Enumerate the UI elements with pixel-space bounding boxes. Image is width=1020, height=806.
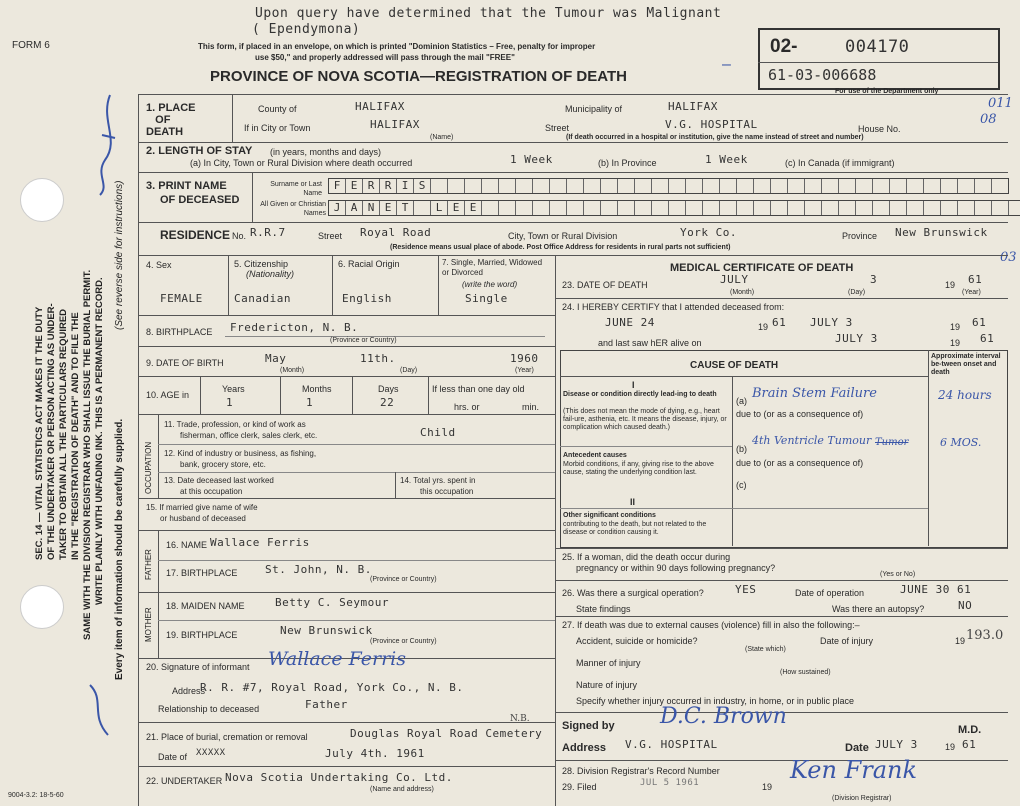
county-value: HALIFAX (355, 100, 405, 113)
citizenship-label: 5. Citizenship (234, 259, 289, 269)
place-label: 1. PLACE OF DEATH (146, 102, 196, 138)
undertaker-label: 22. UNDERTAKER (146, 776, 223, 786)
marital-value: Single (465, 292, 508, 305)
roman-one: I (632, 380, 635, 390)
form-title: PROVINCE OF NOVA SCOTIA—REGISTRATION OF DEATH (210, 68, 627, 85)
op-date-label: Date of operation (795, 588, 865, 598)
signoff-year-prefix: 19 (945, 742, 956, 752)
hospital-note: (If death occurred in a hospital or institution, give the name instead of street and number) (566, 134, 864, 141)
attend-to-year: 61 (972, 316, 987, 329)
form-number: FORM 6 (12, 40, 50, 51)
burial-date-struck: XXXXX (196, 748, 226, 758)
md-label: M.D. (958, 724, 982, 736)
city-value: HALIFAX (370, 118, 420, 131)
sec14-line6: WRITE PLAINLY WITH UNFADING INK. THIS IS A PERMANENT RECORD. (94, 277, 105, 605)
footer-code: 9004-3.2: 18-5-60 (8, 792, 64, 799)
residence-street-value: Royal Road (360, 226, 432, 239)
given-letter: L (431, 201, 448, 215)
lastsaw-year: 61 (980, 332, 995, 345)
death-date-label: 23. DATE OF DEATH (562, 280, 648, 290)
death-month-caption: (Month) (730, 289, 755, 296)
q29-label: 29. Filed (562, 782, 597, 792)
medical-title: MEDICAL CERTIFICATE OF DEATH (670, 262, 854, 274)
mother-bp-label: 19. BIRTHPLACE (166, 630, 238, 640)
citizenship-sub: (Nationality) (246, 269, 295, 279)
q27-label: 27. If death was due to external causes (violence) fill in also the following:– (562, 620, 860, 630)
sex-label: 4. Sex (146, 260, 172, 270)
birthplace-caption: (Province or Country) (330, 337, 397, 344)
age-months-value: 1 (306, 396, 314, 409)
signed-label: Signed by (562, 720, 615, 732)
house-label: House No. (858, 124, 901, 134)
racial-label: 6. Racial Origin (338, 259, 400, 269)
mother-maiden-label: 18. MAIDEN NAME (166, 601, 245, 611)
given-letter: J (329, 201, 346, 215)
reg-number: 004170 (845, 37, 910, 57)
cause-header: CAUSE OF DEATH (690, 360, 779, 371)
residence-label: RESIDENCE (160, 228, 231, 242)
street-label: Street (545, 123, 570, 133)
occ14-line2: this occupation (420, 487, 474, 496)
age-years-value: 1 (226, 396, 234, 409)
q26-value: YES (735, 583, 757, 596)
attend-from-year: 61 (772, 316, 787, 329)
undertaker-value: Nova Scotia Undertaking Co. Ltd. (225, 771, 453, 784)
dob-label: 9. DATE OF BIRTH (146, 358, 224, 368)
q28-label: 28. Division Registrar's Record Number (562, 766, 720, 776)
punch-hole-top (20, 178, 64, 222)
informant-address-value: R. R. #7, Royal Road, York Co., N. B. (200, 681, 464, 694)
age-min-label: min. (522, 402, 540, 412)
residence-no-label: No. (232, 231, 247, 241)
occ12-line1: 12. Kind of industry or business, as fishing, (164, 449, 317, 458)
interval-header: Approximate interval be-tween onset and death (931, 353, 1001, 376)
injury-date-label: Date of injury (820, 636, 874, 646)
birthplace-label: 8. BIRTHPLACE (146, 327, 213, 337)
municipality-label: Municipality of (565, 104, 623, 114)
informant-address-label: Address (172, 686, 206, 696)
corner-code-3: 03 (1000, 250, 1017, 265)
death-date-month: JULY (720, 273, 749, 286)
occupation-group-label: OCCUPATION (144, 441, 153, 494)
lastsaw-date: JULY 3 (835, 332, 878, 345)
burial-date-label: Date of (158, 752, 188, 762)
registrar-signature: Ken Frank (790, 756, 918, 784)
certify-label: 24. I HEREBY CERTIFY that I attended deceased from: (562, 302, 785, 312)
death-date-year: 61 (968, 273, 983, 286)
stay-a-label: (a) In City, Town or Rural Division where death occurred (190, 158, 413, 168)
accident-label: Accident, suicide or homicide? (576, 636, 698, 646)
disease-label: Disease or condition directly lead-ing to death (563, 391, 717, 398)
mail-text-1: This form, if placed in an envelope, on which is printed "Dominion Statistics – Free, penalty for improper (198, 42, 596, 51)
surname-letter: F (329, 179, 346, 193)
undertaker-caption: (Name and address) (370, 786, 434, 793)
birthplace-value: Fredericton, N. B. (230, 321, 359, 334)
given-letter: E (380, 201, 397, 215)
header-note-line2: ( Ependymona) (252, 22, 361, 37)
dob-day-caption: (Day) (400, 367, 418, 374)
marital-sub: (write the word) (462, 280, 518, 289)
signoff-address-label: Address (562, 742, 607, 754)
occ15-line2: or husband of deceased (160, 514, 246, 523)
state-which: (State which) (745, 646, 786, 653)
cause-a-label: (a) (736, 396, 747, 406)
signoff-date-label: Date (845, 742, 869, 754)
mother-bp-value: New Brunswick (280, 624, 373, 637)
stay-c-label: (c) In Canada (if immigrant) (785, 158, 895, 168)
due-to-2: due to (or as a consequence of) (736, 458, 864, 468)
occ11-line1: 11. Trade, profession, or kind of work as (164, 420, 306, 429)
sec14-line5: SAME WITH THE DIVISION REGISTRAR WHO SHALL ISSUE THE BURIAL PERMIT. (82, 269, 93, 640)
occ13-line1: 13. Date deceased last worked (164, 476, 274, 485)
death-date-year-prefix: 19 (945, 280, 956, 290)
burial-nb-note: N.B. (510, 714, 530, 724)
given-letter: A (346, 201, 363, 215)
citizenship-value: Canadian (234, 292, 291, 305)
cause-b-value: 4th Ventricle Tumour (752, 434, 872, 447)
surname-letter: E (346, 179, 363, 193)
see-reverse-note: (See reverse side for instructions) (114, 180, 125, 330)
residence-no-value: R.R.7 (250, 226, 286, 239)
corner-code-2: 08 (980, 112, 997, 127)
header-note-line1: Upon query have determined that the Tumour was Malignant (255, 6, 722, 21)
dob-month: May (265, 352, 287, 365)
mail-text-2: use $50," and properly addressed will pass through the mail "FREE" (255, 53, 515, 62)
informant-relationship-label: Relationship to deceased (158, 704, 260, 714)
informant-relationship-value: Father (305, 698, 348, 711)
residence-note: (Residence means usual place of abode. Post Office Address for residents in rural parts not sufficient) (390, 244, 731, 251)
sec14-block: SEC. 14 — VITAL STATISTICS ACT MAKES IT THE DUTY OF THE UNDERTAKER OR PERSON ACTING AS UNDER- TAKER TO OBTAIN ALL THE PARTICULARS REQUIRED IN THE "REGISTRATION OF DEATH" AND TO FILE THE (34, 303, 81, 560)
antecedent-label: Antecedent causes (563, 452, 627, 459)
stay-sub-label: (in years, months and days) (270, 147, 382, 157)
age-years-label: Years (222, 384, 245, 394)
surname-letter: R (363, 179, 380, 193)
every-item-note: Every item of information should be carefully supplied. (114, 418, 125, 680)
manner-label: Manner of injury (576, 658, 641, 668)
age-lessday-label: If less than one day old (432, 384, 525, 394)
specify-label: Specify whether injury occurred in industry, in home, or in public place (576, 696, 854, 706)
mother-maiden-value: Betty C. Seymour (275, 596, 389, 609)
findings-label: State findings (576, 604, 631, 614)
attend-from-date: JUNE 24 (605, 316, 655, 329)
disease-note: (This does not mean the mode of dying, e.g., heart fail-ure, asthenia, etc. It means the disease, injury, or complication which caused death.) (563, 408, 727, 431)
stay-b-label: (b) In Province (598, 158, 657, 168)
sex-value: FEMALE (160, 292, 203, 305)
age-months-label: Months (302, 384, 332, 394)
occ13-line2: at this occupation (180, 487, 243, 496)
injury-year-handwritten: 193.0 (966, 628, 1004, 643)
other-note: contributing to the death, but not related to the disease or condition causing it. (563, 521, 707, 536)
burial-place-value: Douglas Royal Road Cemetery (350, 727, 543, 740)
dob-year-caption: (Year) (515, 367, 534, 374)
age-label: 10. AGE in (146, 390, 190, 400)
occ11-value: Child (420, 426, 456, 439)
injury-year-prefix: 19 (955, 636, 966, 646)
stay-label: 2. LENGTH OF STAY (146, 145, 253, 157)
dob-day: 11th. (360, 352, 396, 365)
other-label: Other significant conditions (563, 512, 656, 519)
dob-year: 1960 (510, 352, 539, 365)
informant-sig-label: 20. Signature of informant (146, 662, 250, 672)
autopsy-label: Was there an autopsy? (832, 604, 925, 614)
cause-b-struck: Tumor (875, 437, 909, 448)
death-day-caption: (Day) (848, 289, 866, 296)
given-label: All Given or Christian Names (260, 201, 326, 217)
occ12-line2: bank, grocery store, etc. (180, 460, 266, 469)
given-letter: E (448, 201, 465, 215)
residence-city-label: City, Town or Rural Division (508, 231, 618, 241)
signoff-year: 61 (962, 738, 977, 751)
given-name-boxes (328, 200, 1020, 216)
street-value: V.G. HOSPITAL (665, 118, 758, 131)
signoff-date-value: JULY 3 (875, 738, 918, 751)
corner-code-1: 011 (988, 96, 1013, 111)
q25-line1: 25. If a woman, did the death occur during (562, 552, 731, 562)
roman-two: II (630, 497, 636, 507)
mother-group-label: MOTHER (144, 607, 153, 642)
residence-province-label: Province (842, 231, 878, 241)
residence-province-value: New Brunswick (895, 226, 988, 239)
filed-year-prefix: 19 (762, 782, 773, 792)
father-group-label: FATHER (144, 549, 153, 580)
cause-a-value: Brain Stem Failure (752, 386, 877, 401)
death-date-day: 3 (870, 273, 878, 286)
father-bp-caption: (Province or Country) (370, 576, 437, 583)
name-label-1: 3. PRINT NAME (146, 180, 227, 192)
mother-bp-caption: (Province or Country) (370, 638, 437, 645)
residence-city-value: York Co. (680, 226, 737, 239)
q26-label: 26. Was there a surgical operation? (562, 588, 704, 598)
cause-b-interval: 6 MOS. (940, 436, 982, 449)
age-hrs-label: hrs. or (454, 402, 480, 412)
q25-caption: (Yes or No) (880, 571, 916, 578)
attend-from-year-prefix: 19 (758, 322, 769, 332)
punch-hole-bottom (20, 585, 64, 629)
stay-b-value: 1 Week (705, 153, 748, 166)
surname-letter: R (380, 179, 397, 193)
attend-to-date: JULY 3 (810, 316, 853, 329)
informant-signature: Wallace Ferris (268, 648, 406, 670)
county-label: County of (258, 104, 297, 114)
how-sustained: (How sustained) (780, 669, 831, 676)
q25-line2: pregnancy or within 90 days following pregnancy? (576, 563, 776, 573)
age-days-value: 22 (380, 396, 395, 409)
father-bp-label: 17. BIRTHPLACE (166, 568, 238, 578)
surname-letter: I (397, 179, 414, 193)
given-letter: T (397, 201, 414, 215)
residence-street-label: Street (318, 231, 343, 241)
burial-place-label: 21. Place of burial, cremation or removal (146, 732, 308, 742)
dept-number: 61-03-006688 (768, 66, 877, 84)
given-letter: E (465, 201, 482, 215)
op-date-value: JUNE 30 61 (900, 583, 972, 596)
age-days-label: Days (378, 384, 399, 394)
marital-label: 7. Single, Married, Widowed or Divorced (442, 258, 543, 277)
cause-c-label: (c) (736, 480, 747, 490)
due-to-1: due to (or as a consequence of) (736, 409, 864, 419)
dob-month-caption: (Month) (280, 367, 305, 374)
death-year-caption: (Year) (962, 289, 981, 296)
city-name-caption: (Name) (430, 134, 454, 141)
registrar-caption: (Division Registrar) (832, 795, 892, 802)
dept-caption: For use of the Department only (835, 88, 939, 95)
father-name-value: Wallace Ferris (210, 536, 310, 549)
cause-a-interval: 24 hours (938, 388, 992, 402)
given-letter: N (363, 201, 380, 215)
lastsaw-year-prefix: 19 (950, 338, 961, 348)
father-name-label: 16. NAME (166, 540, 208, 550)
filed-stamp: JUL 5 1961 (640, 778, 700, 788)
nature-label: Nature of injury (576, 680, 638, 690)
attend-to-year-prefix: 19 (950, 322, 961, 332)
reg-prefix: 02- (770, 36, 798, 57)
name-label-2: OF DECEASED (160, 194, 240, 206)
racial-value: English (342, 292, 392, 305)
pen-scribble (80, 90, 130, 200)
occ14-line1: 14. Total yrs. spent in (400, 476, 476, 485)
surname-letter: S (414, 179, 431, 193)
burial-date-value: July 4th. 1961 (325, 747, 425, 760)
municipality-value: HALIFAX (668, 100, 718, 113)
pen-scribble (80, 680, 120, 740)
pen-mark: – (722, 56, 731, 73)
occ11-line2: fisherman, office clerk, sales clerk, etc. (180, 431, 318, 440)
signoff-address-value: V.G. HOSPITAL (625, 738, 718, 751)
physician-signature: D.C. Brown (660, 704, 787, 729)
surname-boxes (328, 178, 1009, 194)
surname-label: Surname or Last Name (270, 181, 322, 197)
father-bp-value: St. John, N. B. (265, 563, 372, 576)
city-label: If in City or Town (244, 123, 311, 133)
cause-b-label: (b) (736, 444, 747, 454)
autopsy-value: NO (958, 599, 973, 612)
occ15-line1: 15. If married give name of wife (146, 503, 258, 512)
antecedent-note: Morbid conditions, if any, giving rise to the above cause, stating the underlying condition last. (563, 461, 714, 476)
stay-a-value: 1 Week (510, 153, 553, 166)
lastsaw-label: and last saw hER alive on (598, 338, 702, 348)
